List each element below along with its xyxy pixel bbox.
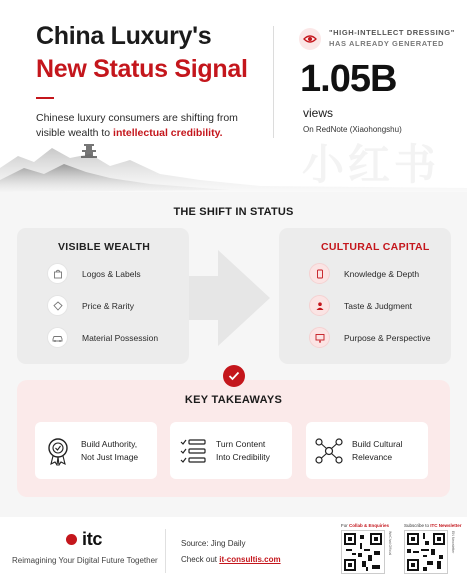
logo-wordmark: itc bbox=[82, 529, 103, 549]
badge-icon bbox=[41, 436, 75, 466]
takeaway-line-2: Into Credibility bbox=[216, 451, 270, 462]
takeaway-line-2: Not Just Image bbox=[81, 451, 139, 462]
header-divider bbox=[273, 26, 274, 138]
footer-divider bbox=[165, 529, 166, 573]
tablet-icon bbox=[309, 263, 330, 284]
takeaway-text bbox=[216, 438, 270, 464]
rednote-watermark: 小红书 bbox=[302, 141, 441, 188]
stat-label bbox=[329, 27, 455, 49]
shopping-bag-icon bbox=[47, 263, 68, 284]
takeaway-line-2: Relevance bbox=[352, 451, 393, 462]
list-item-label: Purpose & Perspective bbox=[344, 332, 431, 343]
list-item-label: Taste & Judgment bbox=[344, 300, 413, 311]
list-item bbox=[309, 263, 419, 284]
hero-header bbox=[0, 0, 467, 192]
list-item bbox=[309, 295, 412, 316]
list-item bbox=[47, 295, 134, 316]
list-item bbox=[309, 327, 430, 348]
qr-caption-prefix: For bbox=[341, 523, 350, 528]
stat-label-line-1: "HIGH-INTELLECT DRESSING" bbox=[329, 28, 455, 37]
footer-tagline: Reimagining Your Digital Future Together bbox=[12, 556, 158, 565]
list-item-label: Material Possession bbox=[82, 332, 159, 343]
checkmark-icon bbox=[223, 365, 245, 387]
qr-enquiries[interactable] bbox=[341, 523, 393, 579]
diamond-icon bbox=[47, 295, 68, 316]
list-item-label: Price & Rarity bbox=[82, 300, 134, 311]
qr-caption-highlight: ITC Newsletter bbox=[430, 523, 462, 528]
person-icon bbox=[309, 295, 330, 316]
takeaway-text bbox=[352, 438, 403, 464]
visible-wealth-card bbox=[17, 228, 189, 364]
qr-caption-prefix: Subscribe to bbox=[404, 523, 431, 528]
subtitle bbox=[36, 111, 266, 141]
logo-dot-icon bbox=[66, 534, 77, 545]
source-credit: Source: Jing Daily bbox=[181, 539, 246, 548]
takeaway-line-1: Build Authority, bbox=[81, 438, 138, 449]
qr-caption bbox=[341, 523, 393, 528]
monitor-icon bbox=[309, 327, 330, 348]
shift-title: THE SHIFT IN STATUS bbox=[173, 206, 294, 218]
stat-value: 1.05B bbox=[300, 58, 397, 100]
stat-unit: views bbox=[303, 106, 334, 120]
network-icon bbox=[312, 436, 346, 466]
subtitle-lead: Chinese luxury consumers are shifting from visible wealth to bbox=[36, 112, 238, 139]
qr-side-label: EN Newsletter bbox=[451, 531, 455, 554]
car-icon bbox=[47, 327, 68, 348]
qr-caption bbox=[404, 523, 462, 528]
qr-code-icon[interactable] bbox=[341, 530, 385, 574]
qr-code-icon[interactable] bbox=[404, 530, 448, 574]
shift-section bbox=[0, 192, 467, 517]
title-accent-rule bbox=[36, 97, 54, 99]
website-link[interactable]: it-consultis.com bbox=[219, 555, 281, 564]
eye-icon bbox=[299, 28, 321, 50]
check-out-prefix: Check out bbox=[181, 555, 220, 564]
key-takeaways-panel bbox=[17, 380, 450, 497]
stat-source: On RedNote (Xiaohongshu) bbox=[303, 125, 402, 134]
takeaway-text bbox=[81, 438, 138, 464]
list-item bbox=[47, 263, 141, 284]
stat-label-line-2: HAS ALREADY GENERATED bbox=[329, 39, 444, 48]
itc-logo[interactable] bbox=[66, 529, 102, 550]
website-line bbox=[181, 555, 281, 564]
takeaway-card bbox=[35, 422, 157, 479]
visible-wealth-heading: VISIBLE WEALTH bbox=[58, 241, 151, 253]
checklist-icon bbox=[176, 437, 210, 465]
takeaway-card bbox=[306, 422, 428, 479]
footer bbox=[0, 517, 467, 584]
headline-line-1: China Luxury's bbox=[36, 22, 212, 50]
key-takeaways-title: KEY TAKEAWAYS bbox=[184, 394, 283, 406]
takeaway-line-1: Build Cultural bbox=[352, 438, 403, 449]
qr-side-label: WeChat Official bbox=[388, 531, 392, 556]
takeaway-card bbox=[170, 422, 292, 479]
list-item bbox=[47, 327, 158, 348]
cultural-capital-card bbox=[279, 228, 451, 364]
headline-line-2: New Status Signal bbox=[36, 55, 248, 83]
cultural-capital-heading: CULTURAL CAPITAL bbox=[321, 241, 430, 253]
list-item-label: Knowledge & Depth bbox=[344, 268, 420, 279]
qr-newsletter[interactable] bbox=[404, 523, 462, 579]
takeaway-line-1: Turn Content bbox=[216, 438, 266, 449]
list-item-label: Logos & Labels bbox=[82, 268, 141, 279]
qr-caption-highlight: Collab & Enquiries bbox=[349, 523, 390, 528]
subtitle-highlight: intellectual credibility. bbox=[113, 127, 223, 139]
